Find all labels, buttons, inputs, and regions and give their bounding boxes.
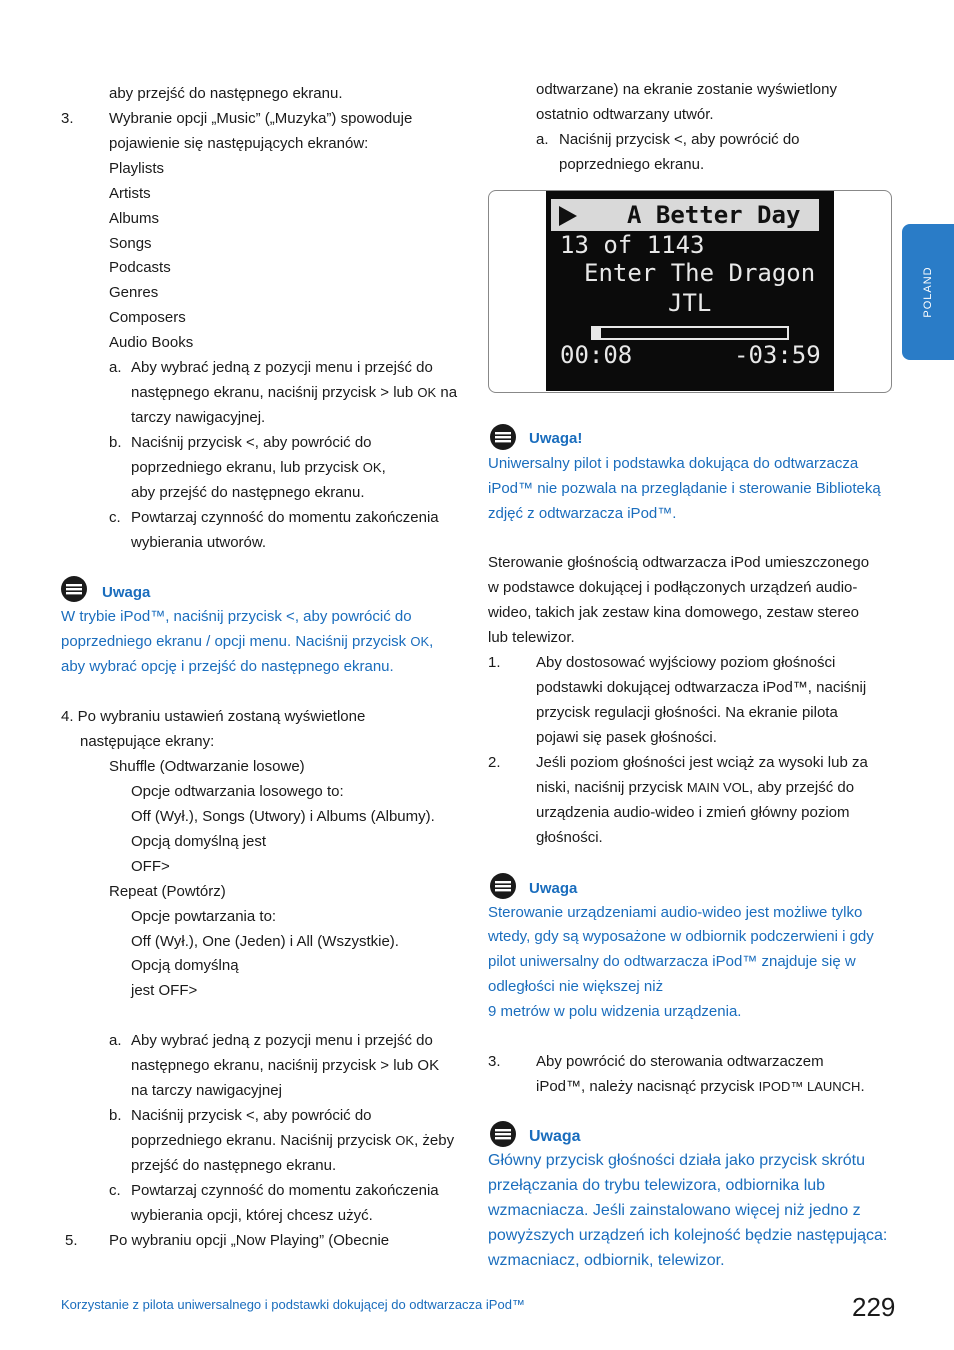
- menu-item: Podcasts: [109, 259, 171, 276]
- text-line: Po wybraniu opcji „Now Playing” (Obecnie: [109, 1232, 390, 1249]
- text-line: iPod™, należy nacisnąć przycisk IPOD™ LAUNCH.: [536, 1078, 865, 1095]
- page-number: 229: [852, 1292, 896, 1322]
- now-playing-screen: [546, 191, 834, 391]
- note-icon: [490, 1121, 516, 1147]
- text-line: odtwarzane) na ekranie zostanie wyświetlony: [536, 81, 837, 98]
- note-text: odległości nie większej niż: [488, 978, 664, 995]
- text-line: niski, naciśnij przycisk MAIN VOL, aby przejść do: [536, 779, 855, 796]
- note-text: pilot uniwersalny do odtwarzacza iPod™ znajduje się w: [488, 953, 856, 970]
- text-line: w podstawce dokującej i podłączonych urządzeń audio-: [488, 579, 858, 596]
- text-line: przycisk regulacji głośności. Na ekranie pilota: [536, 704, 838, 721]
- text-line: urządzenia audio-wideo i zmień główny poziom: [536, 804, 850, 821]
- text-line: Opcje odtwarzania losowego to:: [131, 783, 344, 800]
- text-line: wybierania utworów.: [131, 534, 267, 551]
- note-text: 9 metrów w polu widzenia urządzenia.: [488, 1003, 742, 1020]
- progress-fill: [601, 328, 787, 338]
- text-line: poprzedniego ekranu. Naciśnij przycisk OK, żeby: [131, 1132, 455, 1149]
- text-line: lub telewizor.: [488, 629, 575, 646]
- note-text: W trybie iPod™, naciśnij przycisk <, aby powrócić do: [61, 608, 412, 625]
- note-icon: [490, 873, 516, 899]
- text-line: Repeat (Powtórz): [109, 883, 226, 900]
- text-line: Sterowanie głośnością odtwarzacza iPod umieszczonego: [488, 554, 870, 571]
- note-title: Uwaga!: [529, 430, 583, 447]
- text-line: Powtarzaj czynność do momentu zakończenia: [131, 1182, 439, 1199]
- note-text: poprzedniego ekranu / opcji menu. Naciśnij przycisk OK,: [61, 633, 434, 650]
- text-line: Jeśli poziom głośności jest wciąż za wysoki lub za: [536, 754, 868, 771]
- text-line: Wybranie opcji „Music” („Muzyka”) spowoduje: [109, 110, 413, 127]
- text-line: przejść do następnego ekranu.: [131, 1157, 337, 1174]
- text-line: Off (Wył.), Songs (Utwory) i Albums (Albumy).: [131, 808, 435, 825]
- text-line: następnego ekranu, naciśnij przycisk > lub OK: [131, 1057, 440, 1074]
- list-label: a.: [109, 359, 122, 376]
- note-text: Główny przycisk głośności działa jako przycisk skrótu: [488, 1152, 866, 1169]
- note-text: przełączania do trybu telewizora, odbiornika lub: [488, 1177, 826, 1194]
- menu-item: Artists: [109, 185, 151, 202]
- step-number: 1.: [488, 654, 501, 671]
- note-text: wzmacniacz, odbiornik, telewizor.: [488, 1252, 725, 1269]
- text-line: następnego ekranu, naciśnij przycisk > lub OK na: [131, 384, 458, 401]
- menu-item: Albums: [109, 210, 160, 227]
- note-text: zdjęć z odtwarzacza iPod™.: [488, 505, 677, 522]
- list-label: a.: [109, 1032, 122, 1049]
- step-number: 5.: [65, 1232, 78, 1249]
- step-number: 3.: [61, 110, 74, 127]
- text-line: Aby wybrać jedną z pozycji menu i przejść do: [131, 359, 433, 376]
- menu-item: Composers: [109, 309, 186, 326]
- side-tab: [902, 224, 954, 360]
- text-line: Aby powrócić do sterowania odtwarzaczem: [536, 1053, 824, 1070]
- remaining-time: -03:59: [734, 341, 821, 369]
- menu-item: Genres: [109, 284, 159, 301]
- text-line: Opcją domyślną jest: [131, 833, 267, 850]
- text-line: na tarczy nawigacyjnej: [131, 1082, 282, 1099]
- text-line: ostatnio odtwarzany utwór.: [536, 106, 714, 123]
- text-line: Opcje powtarzania to:: [131, 908, 277, 925]
- note-title: Uwaga: [529, 1128, 581, 1145]
- text-line: Aby wybrać jedną z pozycji menu i przejść do: [131, 1032, 433, 1049]
- text-line: pojawi się pasek głośności.: [536, 729, 717, 746]
- text-line: 4. Po wybraniu ustawień zostaną wyświetlone: [61, 708, 366, 725]
- text-line: jest OFF>: [131, 982, 198, 999]
- text-line: aby przejść do następnego ekranu.: [109, 85, 343, 102]
- note-icon: [61, 576, 87, 602]
- text-line: Naciśnij przycisk <, aby powrócić do: [131, 1107, 372, 1124]
- menu-item: Playlists: [109, 160, 165, 177]
- note-text: iPod™ nie pozwala na przeglądanie i sterowanie Biblioteką: [488, 480, 881, 497]
- elapsed-time: 00:08: [560, 341, 633, 369]
- list-label: a.: [536, 131, 549, 148]
- text-line: Off (Wył.), One (Jeden) i All (Wszystkie).: [131, 933, 399, 950]
- text-line: tarczy nawigacyjnej.: [131, 409, 266, 426]
- text-line: poprzedniego ekranu.: [559, 156, 705, 173]
- step-number: 3.: [488, 1053, 501, 1070]
- menu-item: Songs: [109, 235, 152, 252]
- text-line: Opcją domyślną: [131, 957, 239, 974]
- text-line: Shuffle (Odtwarzanie losowe): [109, 758, 305, 775]
- text-line: głośności.: [536, 829, 603, 846]
- text-line: Naciśnij przycisk <, aby powrócić do: [131, 434, 372, 451]
- play-icon: [559, 206, 577, 226]
- note-text: Sterowanie urządzeniami audio-wideo jest możliwe tylko: [488, 904, 863, 921]
- list-label: c.: [109, 509, 121, 526]
- note-text: powyższych urządzeń ich kolejność będzie następująca:: [488, 1227, 888, 1244]
- text-line: następujące ekrany:: [80, 733, 215, 750]
- album-name: Enter The Dragon: [584, 259, 816, 287]
- progress-bar: [591, 326, 789, 340]
- track-count: 13 of 1143: [560, 231, 705, 259]
- note-icon: [490, 424, 516, 450]
- list-label: c.: [109, 1182, 121, 1199]
- text-line: podstawki dokującej odtwarzacza iPod™, naciśnij: [536, 679, 867, 696]
- title-bar: [551, 199, 819, 231]
- text-line: pojawienie się następujących ekranów:: [109, 135, 369, 152]
- note-text: wtedy, gdy są wyposażone w odbiornik podczerwieni i gdy: [488, 928, 874, 945]
- track-title: A Better Day: [627, 201, 801, 229]
- text-line: Naciśnij przycisk <, aby powrócić do: [559, 131, 800, 148]
- side-tab-label: POLAND: [922, 266, 934, 318]
- note-title: Uwaga: [529, 880, 578, 897]
- note-title: Uwaga: [102, 584, 151, 601]
- text-line: wideo, takich jak zestaw kina domowego, zestaw stereo: [488, 604, 860, 621]
- text-line: aby przejść do następnego ekranu.: [131, 484, 365, 501]
- text-line: wybierania opcji, której chcesz użyć.: [131, 1207, 373, 1224]
- text-line: OFF>: [131, 858, 170, 875]
- text-line: Powtarzaj czynność do momentu zakończenia: [131, 509, 439, 526]
- list-label: b.: [109, 1107, 122, 1124]
- text-line: Aby dostosować wyjściowy poziom głośności: [536, 654, 836, 671]
- menu-item: Audio Books: [109, 334, 194, 351]
- note-text: wzmacniacza. Jeśli zainstalowano więcej niż jedno z: [488, 1202, 861, 1219]
- footer-text: Korzystanie z pilota uniwersalnego i podstawki dokującej do odtwarzacza iPod™: [61, 1297, 525, 1312]
- text-line: poprzedniego ekranu, lub przycisk OK,: [131, 459, 386, 476]
- artist-name: JTL: [668, 289, 712, 317]
- step-number: 2.: [488, 754, 501, 771]
- note-text: aby wybrać opcję i przejść do następnego ekranu.: [61, 658, 394, 675]
- note-text: Uniwersalny pilot i podstawka dokująca do odtwarzacza: [488, 455, 859, 472]
- list-label: b.: [109, 434, 122, 451]
